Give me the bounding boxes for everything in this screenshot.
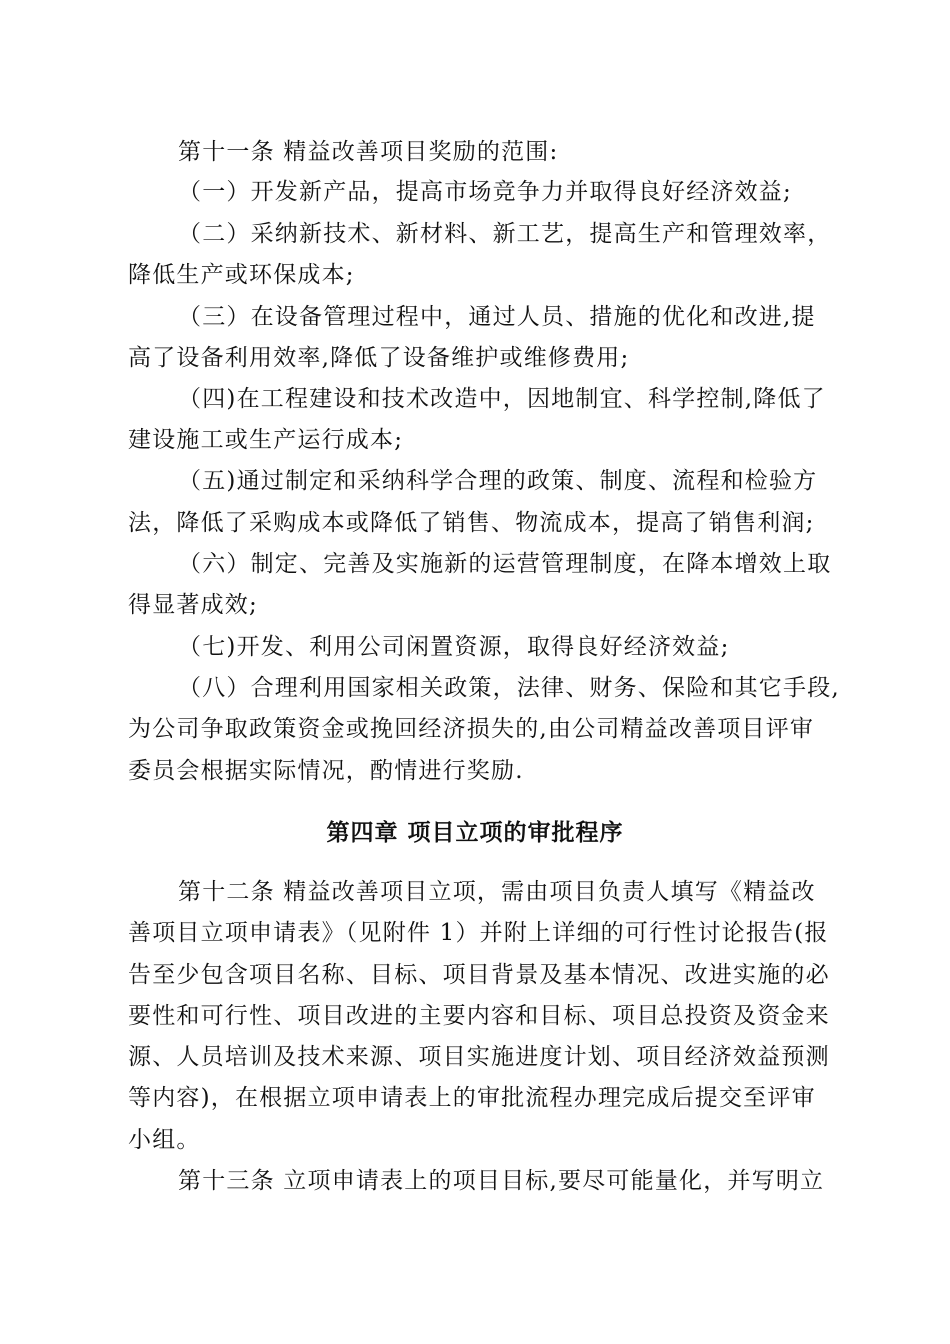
article-11-item-8-cont-2: 委员会根据实际情况，酌情进行奖励.: [128, 758, 524, 784]
article-11-item-3: （三）在设备管理过程中，通过人员、措施的优化和改进,提: [178, 304, 816, 330]
article-11-item-3-cont: 高了设备利用效率,降低了设备维护或维修费用;: [128, 345, 630, 371]
article-12-line-3: 告至少包含项目名称、目标、项目背景及基本情况、改进实施的必: [128, 962, 830, 988]
article-11-item-7: （七)开发、利用公司闲置资源，取得良好经济效益;: [178, 634, 730, 660]
article-12-line-4: 要性和可行性、项目改进的主要内容和目标、项目总投资及资金来: [128, 1003, 830, 1029]
article-11-item-6-cont: 得显著成效;: [128, 592, 258, 618]
article-11-item-4: （四)在工程建设和技术改造中，因地制宜、科学控制,降低了: [178, 386, 826, 412]
article-11-title: 第十一条 精益改善项目奖励的范围:: [178, 139, 559, 165]
article-12-line-5: 源、人员培训及技术来源、项目实施进度计划、项目经济效益预测: [128, 1044, 830, 1070]
article-11-item-8-cont-1: 为公司争取政策资金或挽回经济损失的,由公司精益改善项目评审: [128, 716, 815, 742]
article-11-item-5-cont: 法，降低了采购成本或降低了销售、物流成本，提高了销售利润;: [128, 510, 815, 536]
article-11-item-2-cont: 降低生产或环保成本;: [128, 262, 355, 288]
article-12-line-6: 等内容)，在根据立项申请表上的审批流程办理完成后提交至评审: [128, 1085, 816, 1111]
article-12-line-2: 善项目立项申请表》（见附件 1）并附上详细的可行性讨论报告(报: [128, 920, 829, 946]
article-11-item-5: （五)通过制定和采纳科学合理的政策、制度、流程和检验方: [178, 468, 818, 494]
article-11-item-8: （八）合理利用国家相关政策，法律、财务、保险和其它手段,: [178, 675, 840, 701]
article-13-line-1: 第十三条 立项申请表上的项目目标,要尽可能量化，并写明立: [178, 1168, 825, 1194]
article-11-item-6: （六）制定、完善及实施新的运营管理制度，在降本增效上取: [178, 551, 832, 577]
article-11-item-2: （二）采纳新技术、新材料、新工艺，提高生产和管理效率，: [178, 221, 832, 247]
article-11-item-1: （一）开发新产品，提高市场竞争力并取得良好经济效益;: [178, 179, 792, 205]
chapter-4-heading: 第四章 项目立项的审批程序: [326, 820, 624, 846]
article-12-line-1: 第十二条 精益改善项目立项，需由项目负责人填写《精益改: [178, 879, 816, 905]
article-12-line-7: 小组。: [128, 1127, 201, 1153]
article-11-item-4-cont: 建设施工或生产运行成本;: [128, 427, 404, 453]
